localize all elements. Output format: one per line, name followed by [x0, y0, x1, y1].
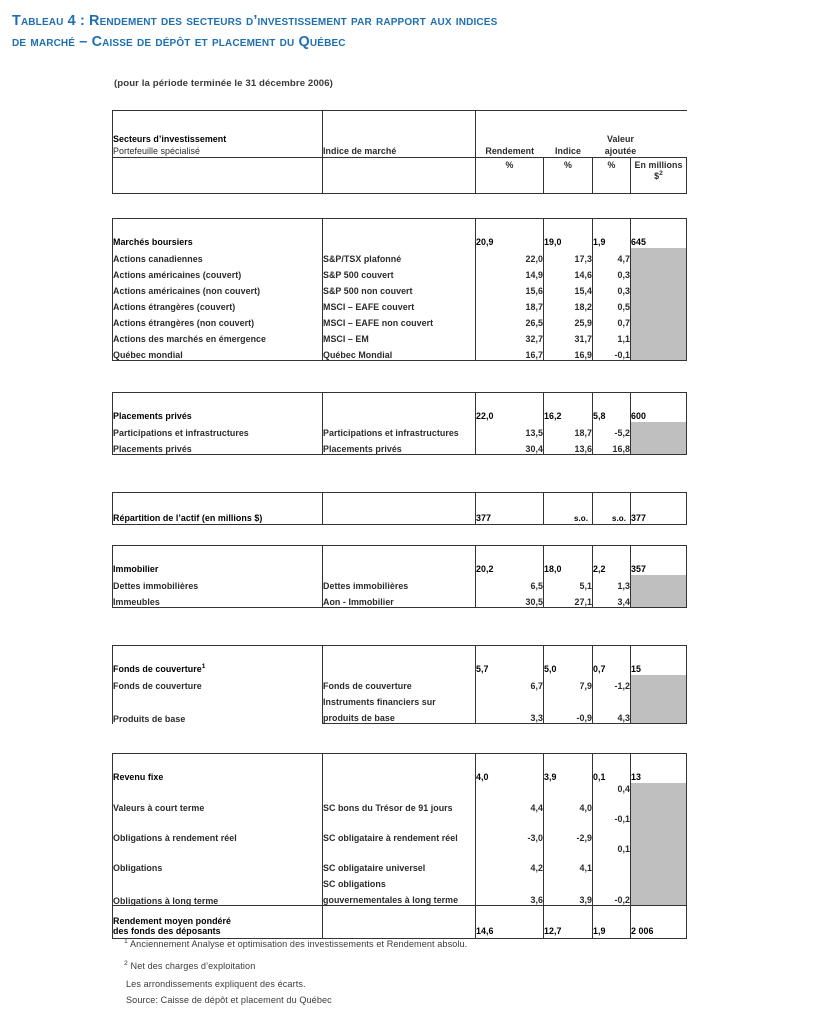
row-indice: 16,9 — [544, 344, 593, 361]
header-sector-cell — [113, 111, 323, 158]
row-indice: 7,9 — [544, 675, 593, 691]
footnote-2-text: Net des charges d’exploitation — [130, 960, 256, 971]
row-index: Participations et infrastructures — [323, 422, 476, 438]
row-index: Aon - Immobilier — [323, 591, 476, 608]
block-header-row — [113, 393, 687, 423]
header-valeur-line1: Valeur — [607, 134, 634, 144]
block-header-indice: s.o. — [544, 493, 593, 525]
row-valeur: -5,2 — [593, 422, 631, 438]
shaded-cell — [631, 575, 687, 608]
row-valeur: 0,5 — [593, 296, 631, 312]
row-indice: 4,1 — [544, 843, 593, 873]
total-millions: 2 006 — [631, 906, 687, 939]
row-valeur: -0,1 — [593, 813, 631, 843]
row-indice: 17,3 — [544, 248, 593, 264]
block-header-label: Placements privés — [113, 393, 323, 423]
header-unit-millions — [631, 158, 687, 194]
row-valeur: 0,3 — [593, 280, 631, 296]
header-unit-footnote-marker: 2 — [659, 170, 663, 177]
total-indice: 12,7 — [544, 906, 593, 939]
row-label: Fonds de couverture — [113, 675, 323, 691]
row-rendement: 16,7 — [476, 344, 544, 361]
row-rendement: 26,5 — [476, 312, 544, 328]
row-indice: 4,0 — [544, 783, 593, 813]
row-rendement: 6,7 — [476, 675, 544, 691]
row-rendement: 22,0 — [476, 248, 544, 264]
block-header-indice: 19,0 — [544, 219, 593, 249]
row-label: Produits de base — [113, 691, 323, 724]
row-valeur: 0,3 — [593, 264, 631, 280]
row-rendement: -3,0 — [476, 813, 544, 843]
footnote-2 — [124, 956, 467, 975]
row-indice: 18,2 — [544, 296, 593, 312]
block-header-rendement: 22,0 — [476, 393, 544, 423]
row-label: Actions étrangères (couvert) — [113, 296, 323, 312]
row-valeur-spacer — [593, 691, 631, 707]
row-index-cont: gouvernementales à long terme — [323, 889, 476, 906]
row-index: SC bons du Trésor de 91 jours — [323, 783, 476, 813]
block-header-row — [113, 646, 687, 676]
block-header-label: Fonds de couverture$^1$ — [113, 646, 323, 676]
block-header-rendement: 4,0 — [476, 754, 544, 784]
shaded-cell — [631, 422, 687, 455]
row-label: Obligations — [113, 843, 323, 873]
block-header-label: Marchés boursiers — [113, 219, 323, 249]
table-row — [113, 422, 687, 438]
row-valeur: -0,2 — [593, 889, 631, 906]
table-row — [113, 813, 687, 843]
header-sector-line2: Portefeuille spécialisé — [113, 145, 200, 156]
header-unit-indice: % — [544, 158, 593, 194]
block-header-indice: 18,0 — [544, 546, 593, 576]
table-row — [113, 312, 687, 328]
row-indice: 5,1 — [544, 575, 593, 591]
header-spacer-index — [323, 158, 476, 194]
footnote-1 — [124, 934, 467, 953]
block-header-rendement: 20,2 — [476, 546, 544, 576]
row-label: Québec mondial — [113, 344, 323, 361]
table-row — [113, 438, 687, 455]
block-revenu-fixe — [112, 753, 687, 906]
header-unit-millions-line1: En millions — [634, 160, 683, 170]
table-row — [113, 280, 687, 296]
table-row — [113, 248, 687, 264]
row-index: S&P 500 couvert — [323, 264, 476, 280]
row-label: Actions américaines (couvert) — [113, 264, 323, 280]
block-header-valeur: 0,1 — [593, 754, 631, 784]
block-header-valeur: s.o. — [593, 493, 631, 525]
total-valeur: 1,9 — [593, 906, 631, 939]
row-rendement: 30,4 — [476, 438, 544, 455]
row-rendement: 18,7 — [476, 296, 544, 312]
row-indice: 13,6 — [544, 438, 593, 455]
row-rendement: 30,5 — [476, 591, 544, 608]
row-index: Québec Mondial — [323, 344, 476, 361]
block-repartition-actif — [112, 492, 687, 525]
row-rendement: 32,7 — [476, 328, 544, 344]
table-row — [113, 264, 687, 280]
block-header-row — [113, 219, 687, 249]
row-index: Instruments financiers sur — [323, 691, 476, 707]
block-header-label: Immobilier — [113, 546, 323, 576]
row-indice-spacer — [544, 873, 593, 889]
block-fonds-de-couverture — [112, 645, 687, 724]
row-label: Actions américaines (non couvert) — [113, 280, 323, 296]
row-index: MSCI – EAFE non couvert — [323, 312, 476, 328]
block-header-millions: 357 — [631, 546, 687, 576]
row-rendement-spacer — [476, 873, 544, 889]
table-row — [113, 691, 687, 707]
page-title-line-1: Tableau 4 : Rendement des secteurs d’investissement par rapport aux indices — [12, 13, 498, 29]
row-indice-spacer — [544, 691, 593, 707]
row-index: SC obligations — [323, 873, 476, 889]
header-index-cell: Indice de marché — [323, 111, 476, 158]
table-caption: (pour la période terminée le 31 décembre 2006) — [114, 78, 333, 89]
row-valeur: 1,3 — [593, 575, 631, 591]
row-label: Valeurs à court terme — [113, 783, 323, 813]
header-unit-valeur: % — [593, 158, 631, 194]
row-indice: -2,9 — [544, 813, 593, 843]
total-rendement: 14,6 — [476, 906, 544, 939]
footnote-2-marker: 2 — [124, 959, 128, 967]
footnote-3: Les arrondissements expliquent des écarts. — [126, 979, 306, 990]
row-index: Fonds de couverture — [323, 675, 476, 691]
row-valeur: -0,1 — [593, 344, 631, 361]
row-index: SC obligataire à rendement réel — [323, 813, 476, 843]
table-row — [113, 296, 687, 312]
header-unit-rendement: % — [476, 158, 544, 194]
row-rendement: 13,5 — [476, 422, 544, 438]
block-header-rendement: 20,9 — [476, 219, 544, 249]
row-index: Dettes immobilières — [323, 575, 476, 591]
row-valeur: 4,7 — [593, 248, 631, 264]
row-label: Immeubles — [113, 591, 323, 608]
row-label: Actions canadiennes — [113, 248, 323, 264]
table-row — [113, 843, 687, 873]
footnote-1-text: Anciennement Analyse et optimisation des investissements et Rendement absolu. — [130, 939, 468, 950]
page-title-line-2: de marché – Caisse de dépôt et placement du Québec — [12, 34, 346, 50]
row-valeur: -1,2 — [593, 675, 631, 691]
header-valeur-ajoutee-cell — [593, 111, 687, 158]
table-row — [113, 575, 687, 591]
block-header-millions: 13 — [631, 754, 687, 784]
block-placements-prives — [112, 392, 687, 455]
header-sector-line1: Secteurs d’investissement — [113, 134, 227, 144]
row-indice: 18,7 — [544, 422, 593, 438]
header-rendement-cell: Rendement — [476, 111, 544, 158]
row-valeur-spacer — [593, 873, 631, 889]
block-header-indice: 16,2 — [544, 393, 593, 423]
block-marches-boursiers — [112, 218, 687, 361]
block-immobilier — [112, 545, 687, 608]
block-header-row — [113, 754, 687, 784]
block-header-valeur: 5,8 — [593, 393, 631, 423]
row-valeur: 1,1 — [593, 328, 631, 344]
row-indice: 14,6 — [544, 264, 593, 280]
row-label: Participations et infrastructures — [113, 422, 323, 438]
total-label-line2: des fonds des déposants — [113, 926, 221, 936]
block-header-valeur: 1,9 — [593, 219, 631, 249]
row-valeur: 3,4 — [593, 591, 631, 608]
block-header-valeur: 2,2 — [593, 546, 631, 576]
row-index: MSCI – EM — [323, 328, 476, 344]
row-valeur: 0,7 — [593, 312, 631, 328]
row-rendement-spacer — [476, 691, 544, 707]
footnote-1-marker: 1 — [124, 938, 128, 945]
table-column-headers — [112, 110, 687, 194]
row-label: Actions des marchés en émergence — [113, 328, 323, 344]
block-header-index — [323, 493, 476, 525]
row-indice: 3,9 — [544, 889, 593, 906]
row-index: MSCI – EAFE couvert — [323, 296, 476, 312]
block-header-millions: 645 — [631, 219, 687, 249]
block-header-millions: 377 — [631, 493, 687, 525]
block-header-index — [323, 546, 476, 576]
row-valeur: 0,4 — [593, 783, 631, 813]
row-label: Dettes immobilières — [113, 575, 323, 591]
table-row — [113, 591, 687, 608]
row-rendement: 6,5 — [476, 575, 544, 591]
block-header-label: Revenu fixe — [113, 754, 323, 784]
row-index: S&P/TSX plafonné — [323, 248, 476, 264]
row-valeur: 4,3 — [593, 707, 631, 724]
row-label: Actions étrangères (non couvert) — [113, 312, 323, 328]
table-row — [113, 328, 687, 344]
header-unit-millions-line2 — [631, 170, 686, 181]
row-label: Obligations à long terme — [113, 873, 323, 906]
block-header-row — [113, 493, 687, 525]
shaded-cell — [631, 248, 687, 361]
row-indice: 31,7 — [544, 328, 593, 344]
row-label: Obligations à rendement réel — [113, 813, 323, 843]
table-row — [113, 783, 687, 813]
block-header-index — [323, 393, 476, 423]
block-header-rendement: 377 — [476, 493, 544, 525]
total-label-line1: Rendement moyen pondéré — [113, 916, 232, 926]
table-row — [113, 344, 687, 361]
block-header-millions: 15 — [631, 646, 687, 676]
table-row — [113, 675, 687, 691]
header-spacer-sector — [113, 158, 323, 194]
row-rendement: 3,3 — [476, 707, 544, 724]
block-header-index — [323, 754, 476, 784]
row-rendement: 3,6 — [476, 889, 544, 906]
block-header-indice: 5,0 — [544, 646, 593, 676]
row-valeur: 16,8 — [593, 438, 631, 455]
row-rendement: 4,4 — [476, 783, 544, 813]
block-header-millions: 600 — [631, 393, 687, 423]
row-rendement: 15,6 — [476, 280, 544, 296]
block-header-footnote-marker: 1 — [201, 663, 206, 671]
header-indice-cell: Indice — [544, 111, 593, 158]
row-valeur: 0,1 — [593, 843, 631, 873]
row-rendement: 4,2 — [476, 843, 544, 873]
footnotes — [124, 934, 467, 1008]
header-valeur-line2: ajoutée — [604, 145, 637, 156]
shaded-cell — [631, 783, 687, 906]
block-header-label: Répartition de l’actif (en millions $) — [113, 493, 323, 525]
row-indice: 15,4 — [544, 280, 593, 296]
row-indice: -0,9 — [544, 707, 593, 724]
block-header-index — [323, 219, 476, 249]
block-header-valeur: 0,7 — [593, 646, 631, 676]
shaded-cell — [631, 675, 687, 724]
row-index: SC obligataire universel — [323, 843, 476, 873]
footnote-4: Source: Caisse de dépôt et placement du Québec — [126, 994, 332, 1005]
row-index: Placements privés — [323, 438, 476, 455]
row-index-cont: produits de base — [323, 707, 476, 724]
block-header-index — [323, 646, 476, 676]
page-title — [12, 11, 807, 53]
row-rendement: 14,9 — [476, 264, 544, 280]
block-header-indice: 3,9 — [544, 754, 593, 784]
row-index: S&P 500 non couvert — [323, 280, 476, 296]
header-unit-currency: $ — [654, 170, 660, 181]
table-row — [113, 873, 687, 889]
block-header-row — [113, 546, 687, 576]
row-label: Placements privés — [113, 438, 323, 455]
block-header-rendement: 5,7 — [476, 646, 544, 676]
row-indice: 25,9 — [544, 312, 593, 328]
row-indice: 27,1 — [544, 591, 593, 608]
